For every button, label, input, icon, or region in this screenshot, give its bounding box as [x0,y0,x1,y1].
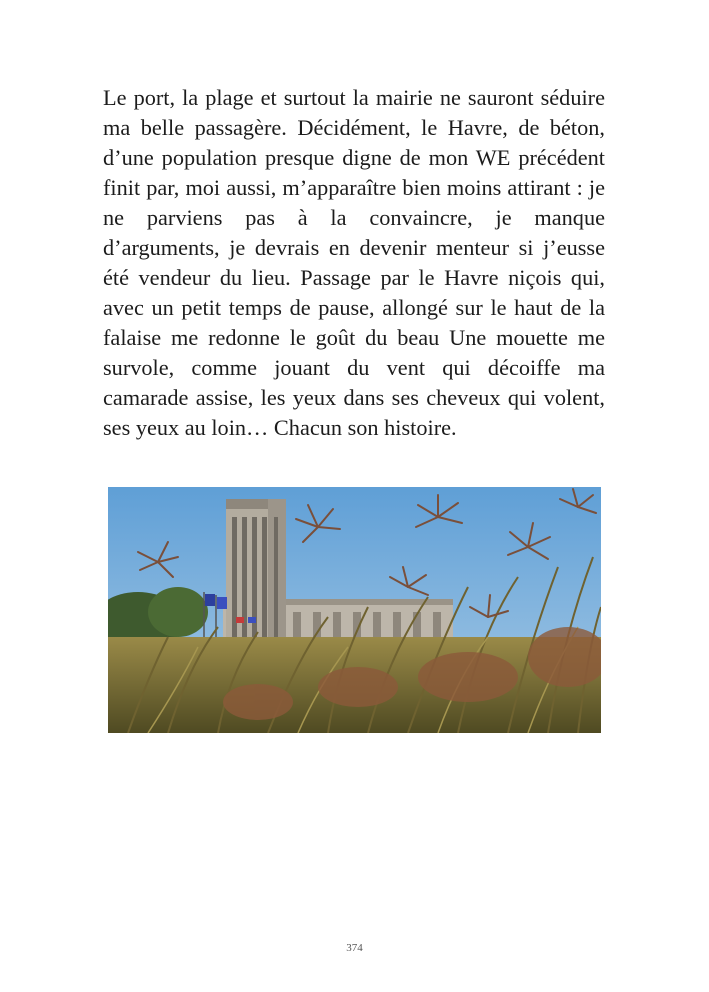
photo-town-hall [108,487,601,733]
photo-illustration [108,487,601,733]
body-paragraph: Le port, la plage et surtout la mairie ne sauront séduire ma belle passagère. Décidément, le Havre, de béton, d’une population presque digne de mon WE précédent finit par, moi aussi, m’apparaître bien moins attirant : je ne parviens pas à la convaincre, je manque d’arguments, je devrais en devenir menteur si j’eusse été vendeur du lieu. Passage par le Havre niçois qui, avec un petit temps de pause, allongé sur le haut de la falaise me redonne le goût du beau Une mouette me survole, comme jouant du vent qui décoiffe ma camarade assise, les yeux dans ses cheveux qui volent, ses yeux au loin… Chacun son histoire. [103,85,605,440]
page-number: 374 [346,942,363,954]
